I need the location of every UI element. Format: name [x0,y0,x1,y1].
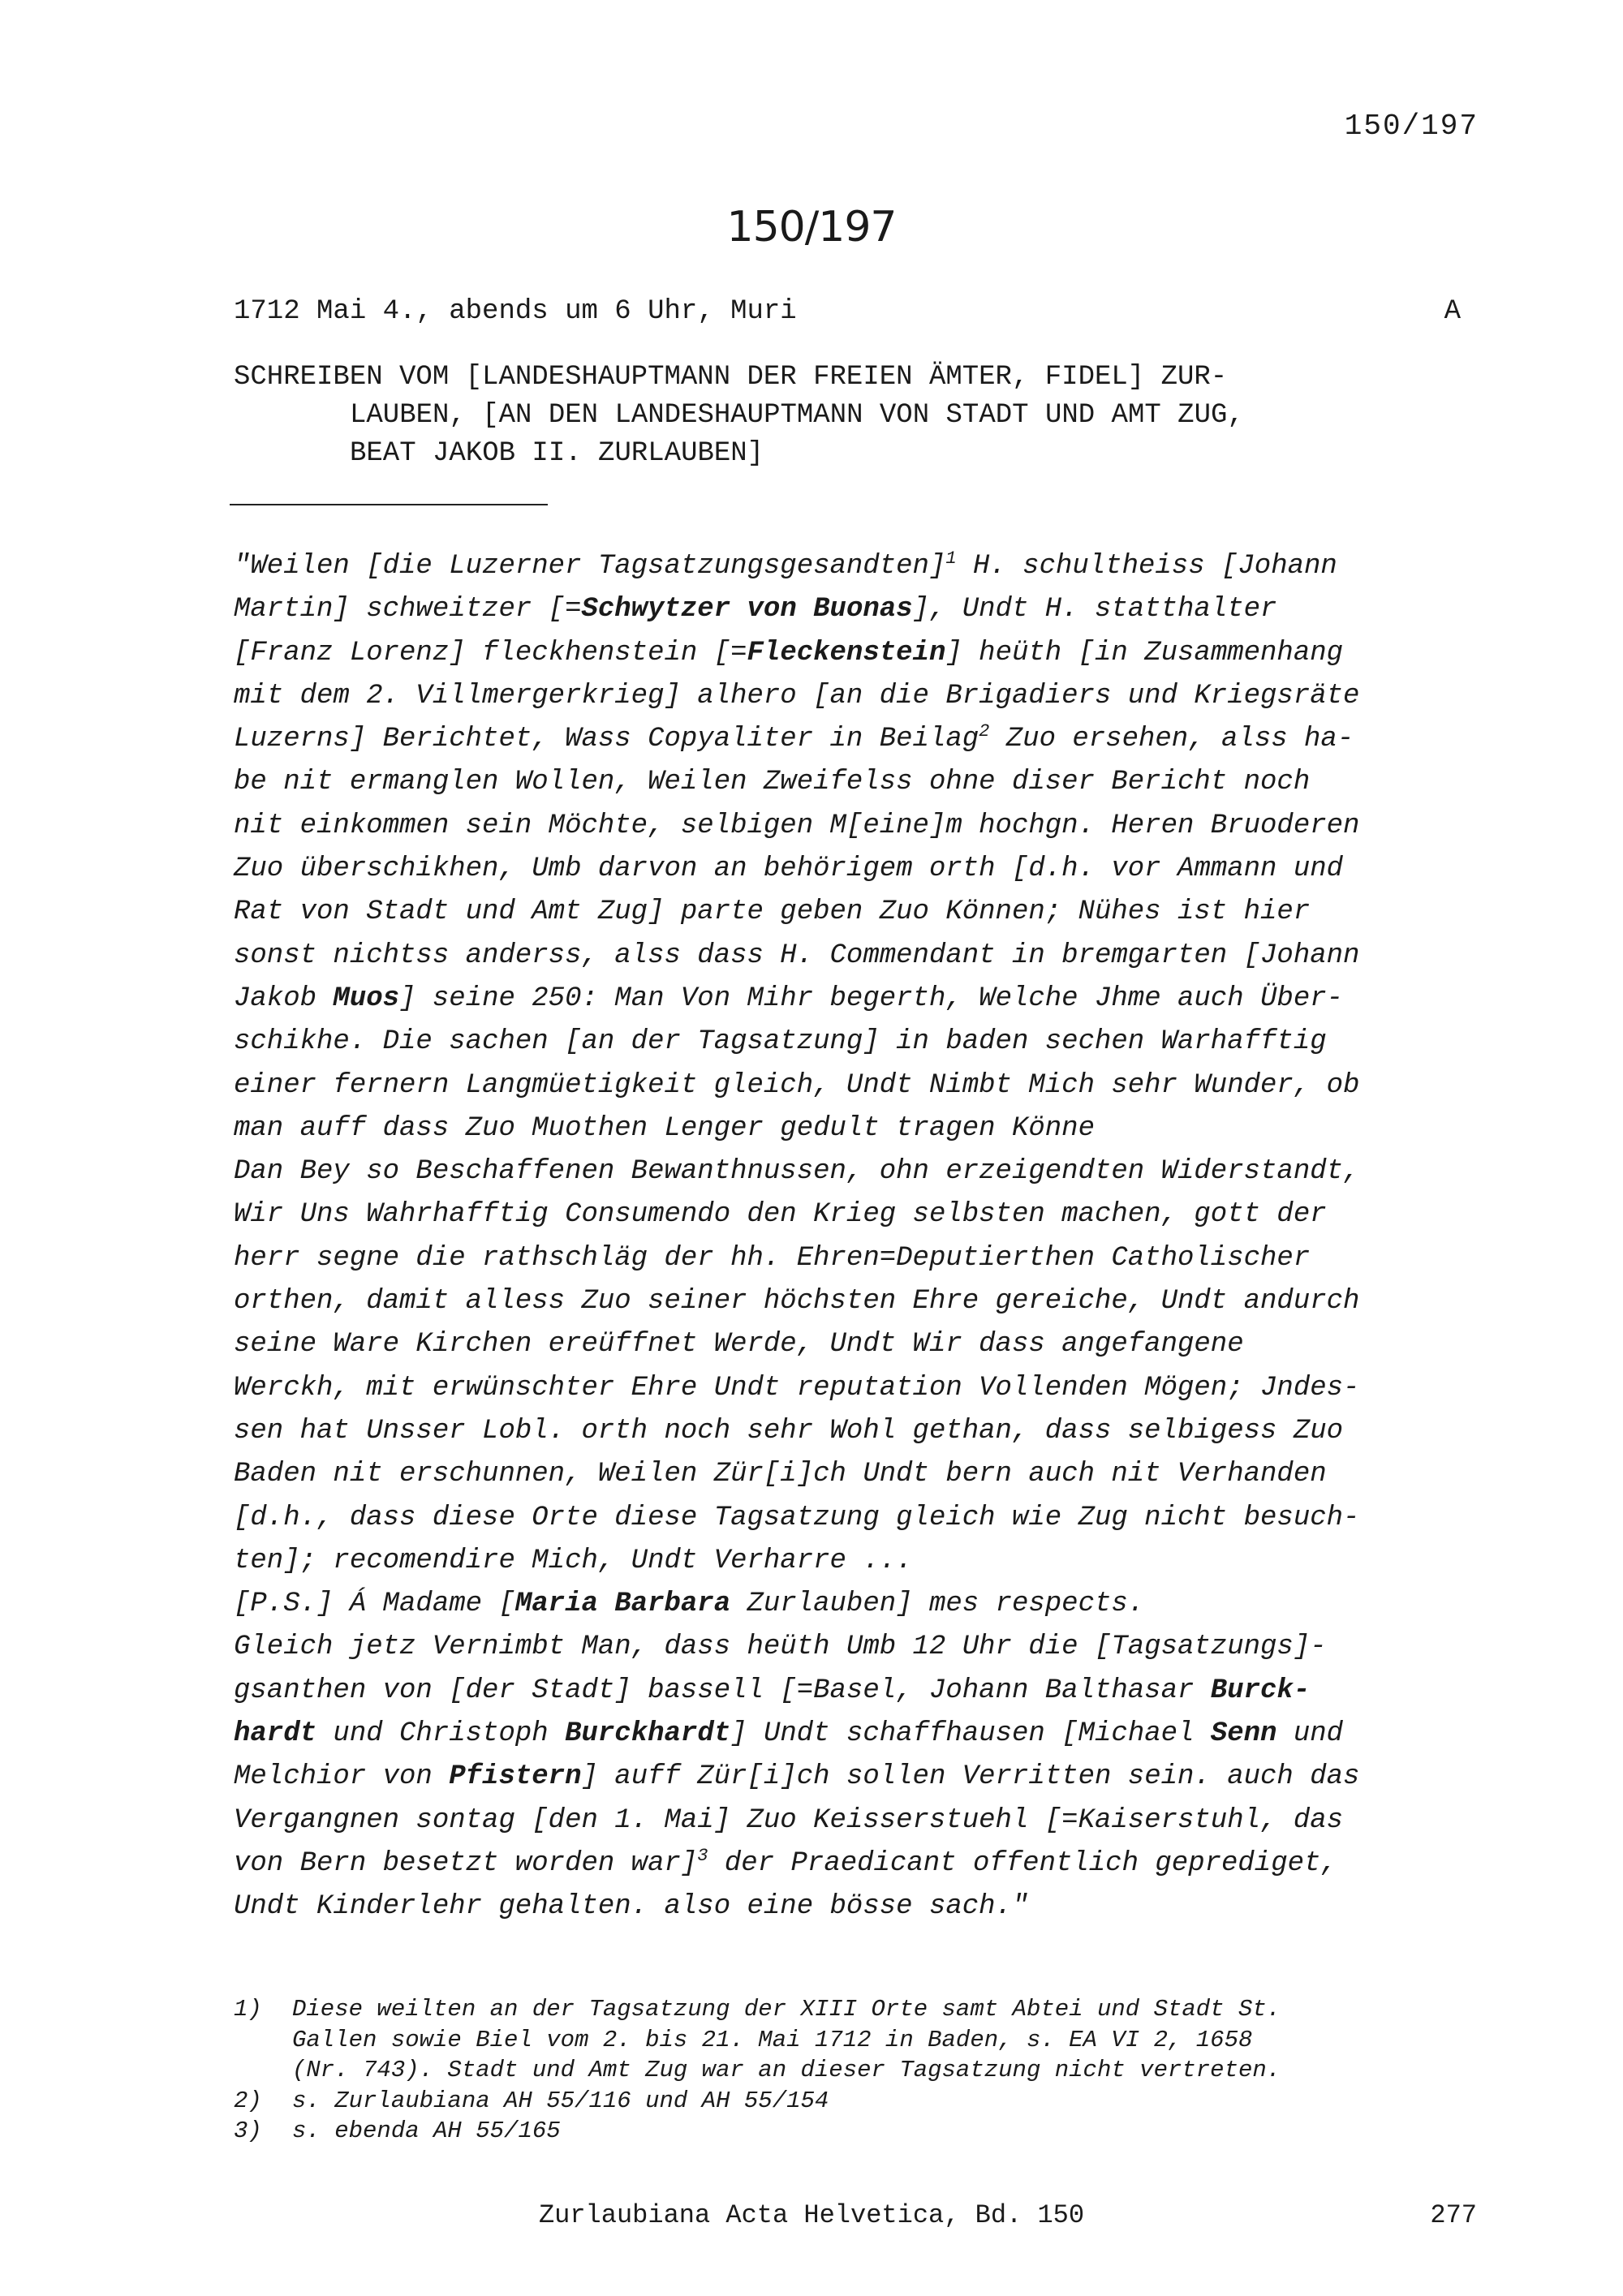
body-line: orthen, damit alless Zuo seiner höchsten Ehre gereiche, Undt andurch [234,1286,1360,1318]
body-line: einer fernern Langmüetigkeit gleich, Undt Nimbt Mich sehr Wunder, ob [234,1069,1360,1101]
body-line: gsanthen von [der Stadt] bassell [=Basel, Johann Balthasar Burck- [234,1675,1311,1706]
body-line: ten]; recomendire Mich, Undt Verharre ... [234,1545,913,1576]
body-line: sen hat Unsser Lobl. orth noch sehr Wohl gethan, dass selbigess Zuo [234,1415,1344,1447]
body-line: [Franz Lorenz] fleckhenstein [=Fleckenstein] heüth [in Zusammenhang [234,637,1344,669]
body-line: be nit ermanglen Wollen, Weilen Zweifelss ohne diser Bericht noch [234,767,1311,798]
footnote-text [292,2086,829,2117]
footnotes [234,1994,1281,2147]
footnote-number: 2) [234,2087,262,2114]
running-head: 150/197 [1344,110,1479,143]
body-line: sonst nichtss anderss, alss dass H. Commendant in bremgarten [Johann [234,939,1360,971]
footnote [234,2116,1281,2147]
footnote-line: (Nr. 743). Stadt und Amt Zug war an dieser Tagsatzung nicht vertreten. [292,2057,1281,2083]
body-line: Undt Kinderlehr gehalten. also eine bösse sach." [234,1891,1029,1923]
body-line: Werckh, mit erwünschter Ehre Undt reputation Vollenden Mögen; Jndes- [234,1372,1360,1404]
body-line: mit dem 2. Villmergerkrieg] alhero [an die Brigadiers und Kriegsräte [234,680,1360,712]
body-line: [d.h., dass diese Orte diese Tagsatzung gleich wie Zug nicht besuch- [234,1502,1360,1533]
body-line: Jakob Muos] seine 250: Man Von Mihr begerth, Welche Jhme auch Über- [234,982,1344,1014]
body-line: schikhe. Die sachen [an der Tagsatzung] in baden sechen Warhafftig [234,1026,1327,1058]
footnote-text [292,1994,1281,2086]
footnote-marker: 1 [945,548,957,569]
footnote-text [292,2116,561,2147]
heading-line: SCHREIBEN VOM [LANDESHAUPTMANN DER FREIEN ÄMTER, FIDEL] ZUR- [234,362,1228,393]
body-line: seine Ware Kirchen ereüffnet Werde, Undt Wir dass angefangene [234,1329,1244,1361]
body-line: Gleich jetz Vernimbt Man, dass heüth Umb 12 Uhr die [Tagsatzungs]- [234,1632,1327,1663]
footnote-marker: 3 [697,1845,708,1866]
body-line: Wir Uns Wahrhafftig Consumendo den Krieg selbsten machen, gott der [234,1199,1327,1231]
body-line: Luzerns] Berichtet, Wass Copyaliter in Beilag$^2$ Zuo ersehen, alss ha- [234,721,1354,755]
footnote-line: s. Zurlaubiana AH 55/116 und AH 55/154 [292,2087,829,2114]
body-line: "Weilen [die Luzerner Tagsatzungsgesandten]$^1$ H. schultheiss [Johann [234,548,1337,582]
footnote-marker: 2 [979,721,990,742]
footnote-line: Gallen sowie Biel vom 2. bis 21. Mai 1712 in Baden, s. EA VI 2, 1658 [292,2026,1253,2053]
document-heading [234,359,1244,473]
body-line: Vergangnen sontag [den 1. Mai] Zuo Keisserstuehl [=Kaiserstuhl, das [234,1804,1344,1836]
body-line: [P.S.] Á Madame [Maria Barbara Zurlauben] mes respects. [234,1589,1145,1620]
heading-line: LAUBEN, [AN DEN LANDESHAUPTMANN VON STADT UND AMT ZUG, [350,400,1244,431]
body-line: Rat von Stadt und Amt Zug] parte geben Zuo Können; Nühes ist hier [234,896,1311,928]
body-line: Martin] schweitzer [=Schwytzer von Buonas], Undt H. statthalter [234,594,1277,626]
date-place-line: 1712 Mai 4., abends um 6 Uhr, Muri [234,296,797,327]
body-line: hardt und Christoph Burckhardt] Undt schaffhausen [Michael Senn und [234,1718,1344,1750]
footnote-number: 1) [234,1996,262,2023]
heading-line: BEAT JAKOB II. ZURLAUBEN] [350,438,764,469]
series-letter: A [1444,296,1461,327]
footnote-line: s. ebenda AH 55/165 [292,2118,561,2144]
body-line: man auff dass Zuo Muothen Lenger gedult tragen Könne [234,1112,1095,1144]
page-number: 277 [1430,2200,1477,2230]
body-line: Melchior von Pfistern] auff Zür[i]ch sollen Verritten sein. auch das [234,1761,1360,1793]
footer-title: Zurlaubiana Acta Helvetica, Bd. 150 [538,2200,1085,2230]
body-line: nit einkommen sein Möchte, selbigen M[eine]m hochgn. Heren Bruoderen [234,810,1360,841]
footnote [234,1994,1281,2086]
body-line: herr segne die rathschläg der hh. Ehren=Deputierthen Catholischer [234,1242,1311,1274]
document-number: 150/197 [726,203,897,252]
body-line: Baden nit erschunnen, Weilen Zür[i]ch Undt bern auch nit Verhanden [234,1459,1327,1490]
footnote [234,2086,1281,2117]
letter-body [234,545,1475,1929]
section-divider [230,504,548,505]
body-line: von Bern besetzt worden war]$^3$ der Praedicant offentlich geprediget, [234,1845,1337,1879]
footnote-number: 3) [234,2118,262,2144]
body-line: Zuo überschikhen, Umb darvon an behörigem orth [d.h. vor Ammann und [234,853,1344,885]
footnote-line: Diese weilten an der Tagsatzung der XIII Orte samt Abtei und Stadt St. [292,1996,1281,2023]
body-line: Dan Bey so Beschaffenen Bewanthnussen, ohn erzeigendten Widerstandt, [234,1156,1360,1188]
